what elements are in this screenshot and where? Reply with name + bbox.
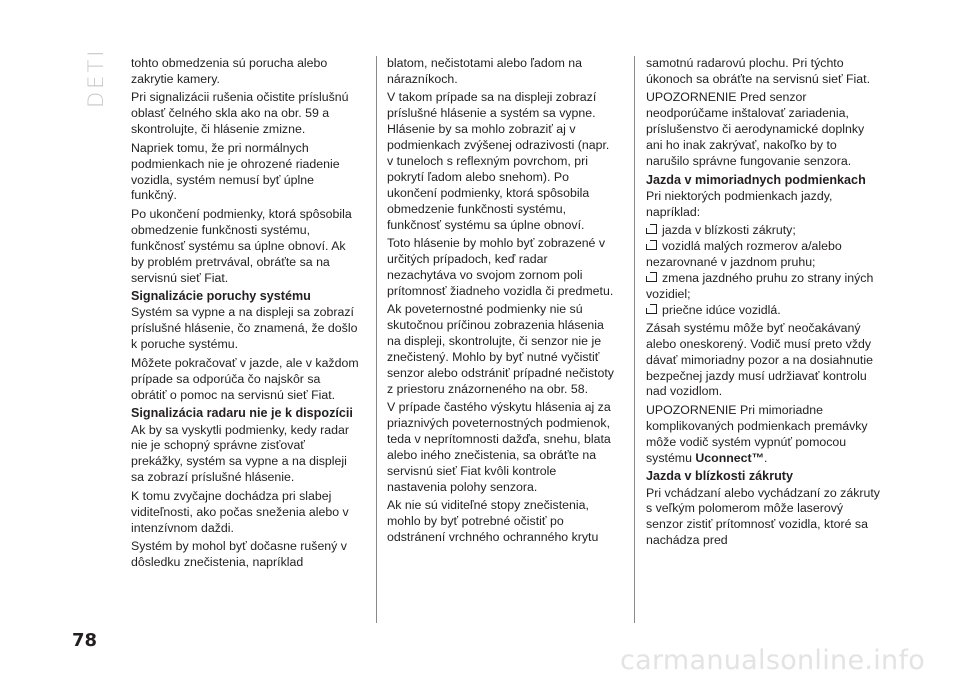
column-2 [387,56,615,549]
paragraph: Pri niektorých podmienkach jazdy, napríklad: [646,188,833,219]
list-item [646,223,880,239]
paragraph: K tomu zvyčajne dochádza pri slabej viditeľnosti, ako počas sneženia alebo v intenzívnom daždi. [131,488,349,535]
paragraph [646,403,880,467]
list-item [646,271,880,303]
paragraph: UPOZORNENIE Pred senzor neodporúčame inštalovať zariadenia, príslušenstvo či aerodynamické doplnky ani ho inak zakrývať, nakoľko by to narušilo správne fungovanie senzora. [646,90,865,169]
paragraph: samotnú radarovú plochu. Pri týchto úkonoch sa obráťte na servisnú sieť Fiat. [646,56,871,86]
bullet-list [646,223,880,318]
section-tab: DETI [84,47,108,108]
section-heading: Jazda v blízkosti zákruty [646,469,793,484]
list-item [646,303,880,319]
list-item-text: zmena jazdného pruhu zo strany iných vozidiel; [646,271,874,301]
paragraph: Pri signalizácii rušenia očistite príslušnú oblasť čelného skla ako na obr. 59 a skontrolujte, či hlásenie zmizne. [131,90,349,137]
paragraph: V prípade častého výskytu hlásenia aj za priaznivých poveternostných podmienok, teda v neprítomnosti dažďa, snehu, blata alebo iného znečistenia, sa obráťte na servisnú sieť Fiat kvôli kontrole nastavenia polohy senzora. [387,400,611,494]
paragraph: V takom prípade sa na displeji zobrazí príslušné hlásenie a systém sa vypne. Hlásenie by sa mohlo zobraziť aj v podmienkach zvýšenej odrazivosti (napr. v tuneloch s reflexným povrchom, pri pokrytí ľadom alebo snehom). Po ukončení podmienky, ktorá spôsobila obmedzenie funkčnosti systému, funkčnosť systému sa úplne obnoví. [387,90,610,232]
checkbox-bullet-icon [646,240,657,250]
paragraph: Zásah systému môže byť neočakávaný alebo oneskorený. Vodič musí preto vždy dávať mimoriadny pozor a na dosiahnutie bezpečnej jazdy musí udržiavať kontrolu nad vozidlom. [646,320,873,399]
paragraph: Napriek tomu, že pri normálnych podmienkach nie je ohrozené riadenie vozidla, systém nemusí byť úplne funkčný. [131,140,340,203]
paragraph: Ak nie sú viditeľné stopy znečistenia, mohlo by byť potrebné očistiť po odstránení vrchného ochranného krytu [387,498,599,545]
page-number: 78 [72,630,98,651]
column-1 [131,56,359,573]
column-divider [634,56,635,623]
paragraph: Toto hlásenie by mohlo byť zobrazené v určitých prípadoch, keď radar nezachytáva vo svojom zornom poli prítomnosť žiadneho vozidla či predmetu. [387,236,614,298]
checkbox-bullet-icon [646,272,657,282]
paragraph: Systém by mohol byť dočasne rušený v dôsledku znečistenia, napríklad [131,539,347,569]
paragraph: Ak poveternostné podmienky nie sú skutočnou príčinou zobrazenia hlásenia na displeji, skontrolujte, či senzor nie je znečistený. Mohlo by byť nutné vyčistiť senzor alebo odstrániť prípadné nečistoty z priestoru znázorneného na obr. 58. [387,302,614,396]
column-divider [376,56,377,623]
list-item-text: priečne idúce vozidlá. [662,302,781,317]
checkbox-bullet-icon [646,304,657,314]
paragraph: tohto obmedzenia sú porucha alebo zakrytie kamery. [131,56,328,86]
paragraph: Môžete pokračovať v jazde, ale v každom prípade sa odporúča čo najskôr sa obrátiť o pomoc na servisnú sieť Fiat. [131,355,359,402]
paragraph: Ak by sa vyskytli podmienky, kedy radar nie je schopný správne zisťovať prekážky, systém sa vypne a na displeji sa zobrazí príslušné hlásenie. [131,422,349,485]
list-item-text: jazda v blízkosti zákruty; [662,223,796,238]
watermark: carmanualsonline.info [620,645,926,676]
paragraph-text: UPOZORNENIE Pri mimoriadne komplikovaných podmienkach premávky môže vodič systém vypnúť pomocou systému [646,402,868,465]
checkbox-bullet-icon [646,224,657,234]
paragraph: Po ukončení podmienky, ktorá spôsobila obmedzenie funkčnosti systému, funkčnosť systému sa úplne obnoví. Ak by problém pretrvával, obráťte sa na servisnú sieť Fiat. [131,206,352,285]
uconnect-label: Uconnect™ [695,450,764,465]
list-item-text: vozidlá malých rozmerov a/alebo nezarovnané v jazdnom pruhu; [646,239,842,270]
section-heading: Jazda v mimoriadnych podmienkach [646,172,866,187]
list-item [646,239,880,271]
section-heading: Signalizácia radaru nie je k dispozícii [131,406,353,421]
paragraph: Pri vchádzaní alebo vychádzaní zo zákruty s veľkým polomerom môže laserový senzor zistiť prítomnosť vozidla, ktoré sa nachádza pred [646,485,880,548]
column-3 [646,56,880,552]
section-heading: Signalizácie poruchy systému [131,289,311,304]
paragraph-end: . [763,450,768,465]
paragraph: blatom, nečistotami alebo ľadom na nárazníkoch. [387,56,583,86]
paragraph: Systém sa vypne a na displeji sa zobrazí príslušné hlásenie, čo znamená, že došlo k poruche systému. [131,305,358,352]
